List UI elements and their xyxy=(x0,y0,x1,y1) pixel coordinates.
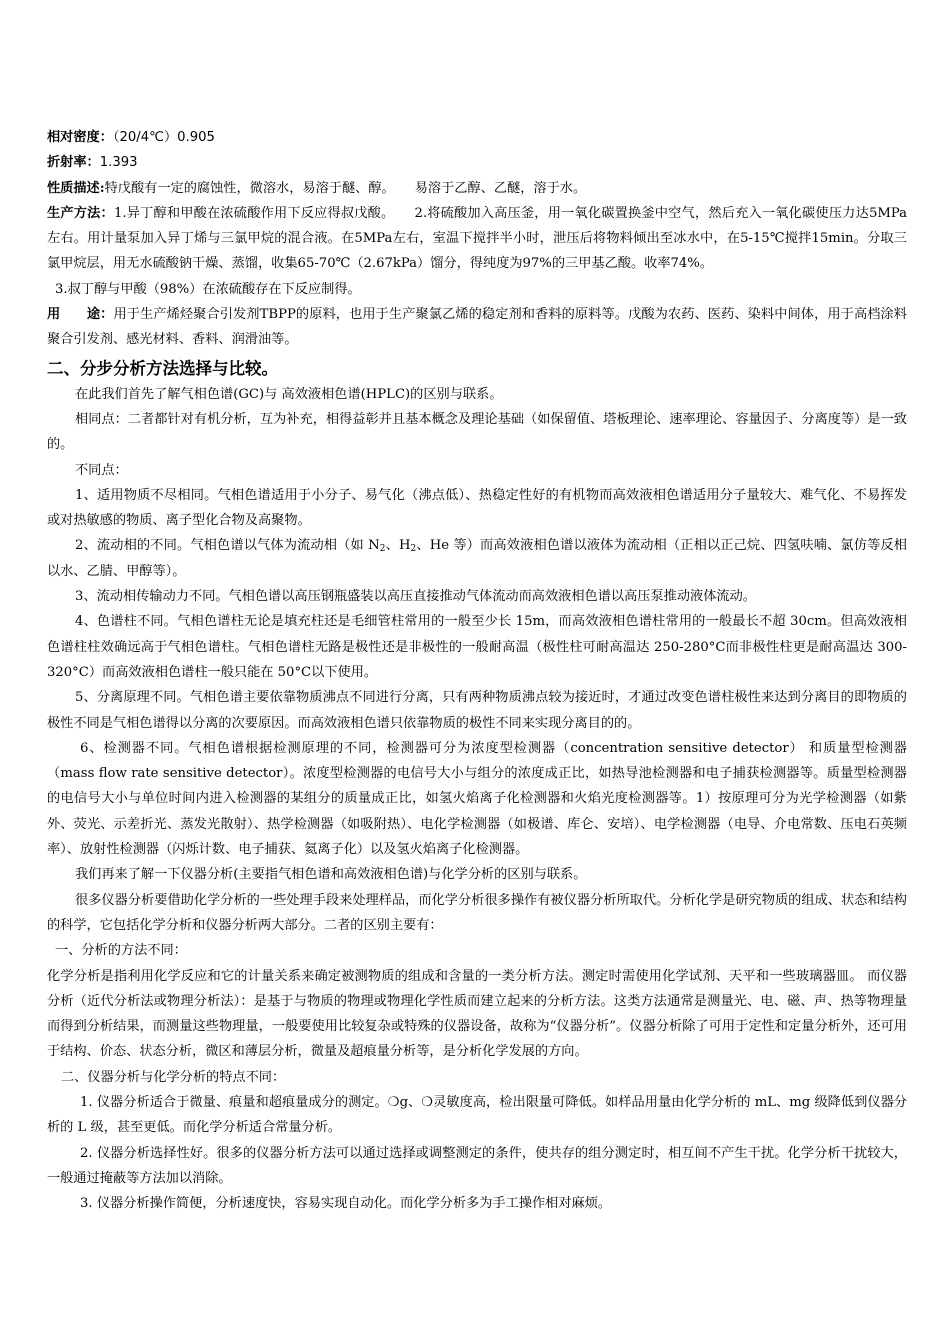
method-item-1: 1.异丁醇和甲酸在浓硫酸作用下反应得叔戊酸。 xyxy=(113,205,395,221)
diff-item-1: 1、适用物质不尽相同。气相色谱适用于小分子、易气化（沸点低）、热稳定性好的有机物而高效液相色谱适用分子量较大、难气化、不易挥发或对热敏感的物质、离子型化合物及高聚物。 xyxy=(47,487,907,529)
feature-item-1: 1. 仪器分析适合于微量、痕量和超痕量成分的测定。❍g、❍灵敏度高，检出限量可降低。如样品用量由化学分析的 mL、mg 级降低到仪器分析的 L 级，甚至更低。而化学分析适合常量分析。 xyxy=(47,1094,907,1136)
subheading-features: 二、仪器分析与化学分析的特点不同： xyxy=(61,1069,286,1085)
diff-item-3: 3、流动相传输动力不同。气相色谱以高压钢瓶盛装以高压直接推动气体流动而高效液相色谱以高压泵推动液体流动。 xyxy=(75,589,756,605)
method-label: 生产方法： xyxy=(47,205,114,221)
intro-paragraph: 在此我们首先了解气相色谱(GC)与 高效液相色谱(HPLC)的区别与联系。 xyxy=(75,386,503,402)
density-label: 相对密度： xyxy=(47,130,113,145)
n2-subscript: 2 xyxy=(379,544,386,555)
refraction-label: 折射率： xyxy=(47,155,100,171)
diff-item-2-part-a: 2、流动相的不同。气相色谱以气体为流动相（如 N xyxy=(75,538,380,554)
method-paragraph xyxy=(47,201,907,277)
refraction-value: 1.393 xyxy=(99,155,138,171)
method-item-3: 3.叔丁醇与甲酸（98%）在浓硫酸存在下反应制得。 xyxy=(55,281,361,297)
section-heading: 二、分步分析方法选择与比较。 xyxy=(47,358,278,378)
diff-item-6: 6、检测器不同。气相色谱根据检测原理的不同，检测器可分为浓度型检测器（concentration sensitive detector） 和质量型检测器（mass flow rate sensitive detector）。浓度型检测器的电信号大小与组分的浓度成正比，如热导池检测器和电子捕获检测器等。质量型检测器的电信号大小与单位时间内进入检测器的某组分的质量成正比，如氢火焰离子化检测器和火焰光度检测器等。1）按原理可分为光学检测器（如紫外、荧光、示差折光、蒸发光散射）、热学检测器（如吸附热）、电化学检测器（如极谱、库仑、安培）、电学检测器（电导、介电常数、压电石英频率）、放射性检测器（闪烁计数、电子捕获、氦离子化）以及氢火焰离子化检测器。 xyxy=(47,740,907,858)
nature-line xyxy=(47,176,907,201)
diff-item-4: 4、色谱柱不同。气相色谱柱无论是填充柱还是毛细管柱常用的一般至少长 15m，而高效液相色谱柱常用的一般最长不超 30cm。但高效液相色谱柱柱效确远高于气相色谱柱。气相色谱柱无路是极性还是非极性的一般耐高温（极性柱可耐高温达 250-280°C而非极性柱更是耐高温达 300-320°C）而高效液相色谱柱一般只能在 50°C以下使用。 xyxy=(47,614,907,680)
same-points-paragraph: 相同点：二者都针对有机分析，互为补充，相得益彰并且基本概念及理论基础（如保留值、塔板理论、速率理论、容量因子、分离度等）是一致的。 xyxy=(47,411,907,453)
nature-text-a: 特戊酸有一定的腐蚀性，微溶水，易溶于醚、醇。 xyxy=(104,180,395,196)
method-item-2: 2.将硫酸加入高压釜，用一氧化碳置换釜中空气，然后充入一氧化碳使压力达5MPa左右。用计量泵加入异丁烯与三氯甲烷的混合液。在5MPa左右，室温下搅拌半小时，泄压后将物料倾出至冰水中，在5-15℃搅拌15min。分取三氯甲烷层，用无水硫酸钠干燥、蒸馏，收集65-70℃（2.67kPa）馏分，得纯度为97%的三甲基乙酸。收率74%。 xyxy=(47,205,907,272)
diff-item-2 xyxy=(47,533,907,584)
chem-paragraph: 很多仪器分析要借助化学分析的一些处理手段来处理样品，而化学分析很多操作有被仪器分析所取代。分析化学是研究物质的组成、状态和结构的科学，它包括化学分析和仪器分析两大部分。二者的区别主要有： xyxy=(47,892,907,933)
subheading-methods: 一、分析的方法不同： xyxy=(55,943,187,959)
use-label: 用 途： xyxy=(47,307,114,323)
methods-paragraph: 化学分析是指利用化学反应和它的计量关系来确定被测物质的组成和含量的一类分析方法。测定时需使用化学试剂、天平和一些玻璃器皿。 而仪器分析（近代分析法或物理分析法）：是基于与物质的物理或物理化学性质而建立起来的分析方法。这类方法通常是测量光、电、磁、声、热等物理量而得到分析结果，而测量这些物理量，一般要使用比较复杂或特殊的仪器设备，故称为“仪器分析”。仪器分析除了可用于定性和定量分析外，还可用于结构、价态、状态分析，微区和薄层分析，微量及超痕量分析等，是分析化学发展的方向。 xyxy=(47,968,907,1060)
chem-intro-paragraph: 我们再来了解一下仪器分析(主要指气相色谱和高效液相色谱)与化学分析的区别与联系。 xyxy=(75,867,587,883)
diff-label: 不同点： xyxy=(75,462,128,478)
feature-item-3: 3. 仪器分析操作简便，分析速度快，容易实现自动化。而化学分析多为手工操作相对麻烦。 xyxy=(80,1196,612,1212)
diff-item-2-part-b: 、H xyxy=(385,538,411,554)
density-value: （20/4℃）0.905 xyxy=(112,130,215,145)
use-paragraph xyxy=(47,302,907,353)
diff-item-5: 5、分离原理不同。气相色谱主要依靠物质沸点不同进行分离，只有两种物质沸点较为接近时，才通过改变色谱柱极性来达到分离目的即物质的极性不同是气相色谱得以分离的次要原因。而高效液相色谱只依靠物质的极性不同来实现分离目的的。 xyxy=(47,690,907,731)
use-text: 用于生产烯烃聚合引发剂TBPP的原料，也用于生产聚氯乙烯的稳定剂和香料的原料等。戊酸为农药、医药、染料中间体，用于高档涂料聚合引发剂、感光材料、香料、润滑油等。 xyxy=(47,307,907,348)
feature-item-2: 2. 仪器分析选择性好。很多的仪器分析方法可以通过选择或调整测定的条件，使共存的组分测定时，相互间不产生干扰。化学分析干扰较大，一般通过掩蔽等方法加以消除。 xyxy=(47,1145,907,1186)
diff-item-2-part-c: 、He 等）而高效液相色谱以液体为流动相（正相以正己烷、四氢呋喃、氯仿等反相以水、乙腈、甲醇等）。 xyxy=(47,538,907,579)
nature-text-b: 易溶于乙醇、乙醚，溶于水。 xyxy=(414,180,587,196)
h2-subscript: 2 xyxy=(410,544,417,555)
density-line xyxy=(47,125,907,150)
refraction-line xyxy=(47,150,907,175)
nature-label: 性质描述: xyxy=(47,180,105,196)
document-page xyxy=(47,125,907,1216)
